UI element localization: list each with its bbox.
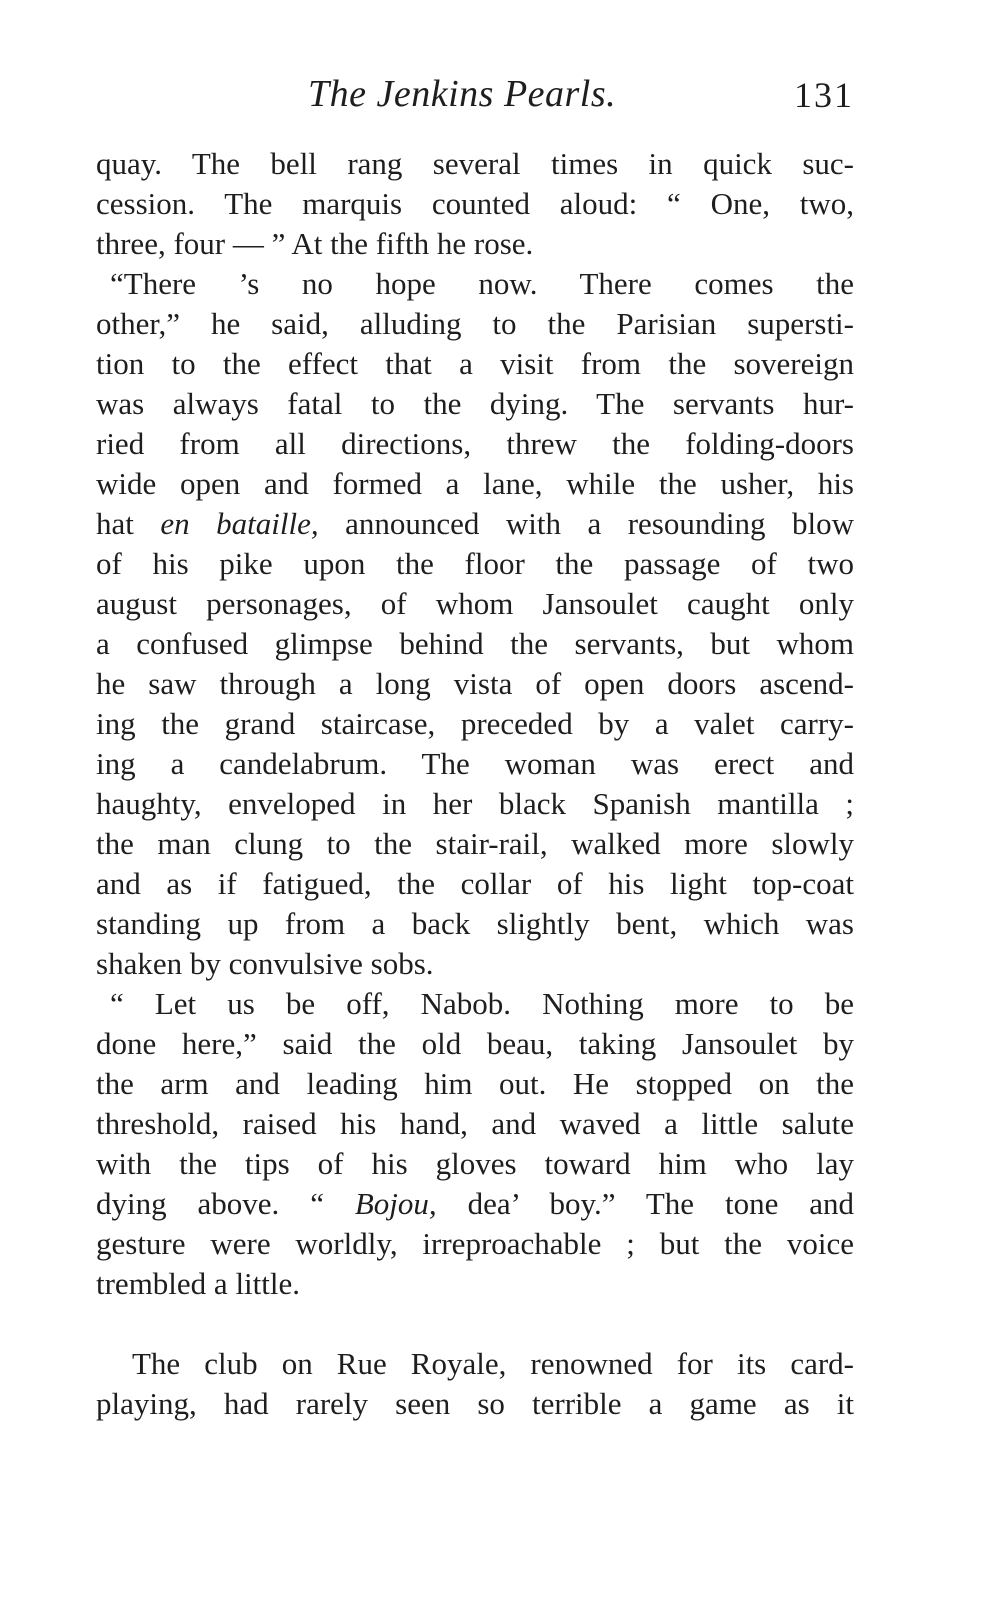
text-line: with the tips of his gloves toward him who lay [96,1146,854,1181]
text-line: he saw through a long vista of open doors ascend- [96,666,854,701]
text-line: quay. The bell rang several times in quick suc- [96,146,854,181]
text-line: done here,” said the old beau, taking Jansoulet by [96,1026,854,1061]
text-line: shaken by convulsive sobs. [96,946,434,981]
text-line: the man clung to the stair-rail, walked more slowly [96,826,854,861]
text-line [96,1184,854,1224]
text-line: other,” he said, alluding to the Parisian supersti- [96,306,854,341]
line-text: hat [96,506,161,541]
text-line: was always fatal to the dying. The servants hur- [96,386,854,421]
section-break [96,1304,854,1344]
text-line: cession. The marquis counted aloud: “ One, two, [96,186,854,221]
text-line: wide open and formed a lane, while the usher, his [96,466,854,501]
text-line: “There ’s no hope now. There comes the [110,266,854,301]
text-line: ried from all directions, threw the folding-doors [96,426,854,461]
text-line: standing up from a back slightly bent, which was [96,906,854,941]
body-text [96,144,854,1424]
text-line: “ Let us be off, Nabob. Nothing more to be [110,986,854,1021]
line-text: announced with a resounding blow [318,506,854,541]
text-line: and as if fatigued, the collar of his light top-coat [96,866,854,901]
text-line: ing a candelabrum. The woman was erect and [96,746,854,781]
text-line: The club on Rue Royale, renowned for its card- [132,1346,854,1381]
text-line: haughty, enveloped in her black Spanish mantilla ; [96,786,854,821]
text-line: threshold, raised his hand, and waved a little salute [96,1106,854,1141]
text-line: playing, had rarely seen so terrible a game as it [96,1386,854,1421]
page-number: 131 [794,75,854,115]
text-line: of his pike upon the floor the passage of two [96,546,854,581]
line-text: dying above. “ [96,1186,355,1221]
text-line: tion to the effect that a visit from the sovereign [96,346,854,381]
text-line: gesture were worldly, irreproachable ; but the voice [96,1226,854,1261]
text-line [96,504,854,544]
italic-phrase: Bojou, [354,1186,437,1221]
italic-phrase: en bataille, [160,506,319,541]
text-line: three, four — ” At the fifth he rose. [96,226,534,261]
text-line: the arm and leading him out. He stopped on the [96,1066,854,1101]
page-header [96,72,854,122]
line-text: dea’ boy.” The tone and [436,1186,854,1221]
text-line: august personages, of whom Jansoulet caught only [96,586,854,621]
running-title: The Jenkins Pearls. [308,73,617,115]
text-line: ing the grand staircase, preceded by a valet carry- [96,706,854,741]
text-line: a confused glimpse behind the servants, but whom [96,626,854,661]
text-line: trembled a little. [96,1266,301,1301]
